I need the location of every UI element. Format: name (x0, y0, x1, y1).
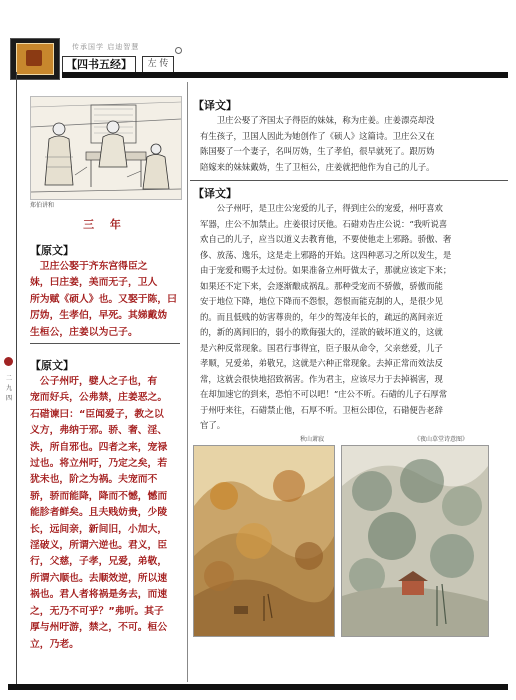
section-divider (30, 343, 180, 344)
book-name: 左 传 (142, 56, 174, 73)
series-title: 【四书五经】 (62, 56, 136, 73)
landscape-painting-night-cottage (341, 445, 489, 637)
translation-block-1: 卫庄公娶了齐国太子得臣的妹妹，称为庄姜。庄姜漂亮却没 有生孩子，卫国人因此为她创作了《硕人》这篇诗。卫庄公又在 陈国娶了一个妻子，名叫厉妫，生了孝伯，很早就死了。跟厉妫 陪嫁来的妹妹戴妫，生了卫桓公，庄姜就把他作为自己的儿子。 (200, 115, 435, 172)
translation-block-2: 公子州吁，是卫庄公宠爱的儿子，得到庄公的宠爱，州吁喜欢 军器，庄公不加禁止。庄姜很讨厌他。石碏劝告庄公说：“我听说喜 欢自己的儿子，应当以道义去教育他，不要使他走上邪路。骄傲、奢 侈、放荡、逸乐，这是走上邪路的开始。这四种恶习之所以发生，是 由于宠爱和赐予太过份。如果准备立州吁做太子，那就应该定下来； 如果还不定下来，会逐渐酿成祸乱。那种受宠而不骄傲，骄傲而能 安于地位下降，地位下降而不怨恨，怨恨而能克制的人，是很少见 的。而且低贱的妨害尊贵的，年少的驾凌年长的，疏远的离间亲近 的，新的离间旧的，弱小的欺侮强大的，淫欲的破坏道义的，这就 是六种反常现象。国君行事得宜，臣子服从命令，父亲慈爱，儿子 孝顺，兄爱弟，弟敬兄，这就是六种正常现象。去掉正常而效法反 常，这就会很快地招致祸害。作为君主，应该尽力于去掉祸害，现 在却加速它的到来，恐怕不可以吧！”庄公不听。石碏的儿子石厚常 于州吁来往，石碏禁止他，石厚不听。卫桓公即位，石碏便告老辞 官了。 (200, 203, 452, 430)
original-text-heading-2: 【原文】 (30, 359, 74, 372)
margin-ornament-icon (4, 357, 13, 366)
illustration-caption: 郑伯讲和 (30, 202, 55, 209)
book-logo (10, 38, 60, 80)
translation-divider (190, 180, 508, 181)
page-number: 二 九 四 (5, 375, 12, 402)
margin-rule (16, 72, 17, 684)
landscape-painting-autumn (193, 445, 335, 637)
translation-heading-2: 【译文】 (193, 187, 237, 200)
chapter-title: 三 年 (83, 218, 127, 231)
header-slogan: 传承国学 启迪智慧 (72, 43, 140, 51)
original-text-block-1: 卫庄公娶于齐东宫得臣之 妹，曰庄姜，美而无子，卫人 所为赋《硕人》也。又娶于陈，曰 厉妫，生孝伯，早死。其娣戴妫 生桓公，庄姜以为己子。 (30, 261, 177, 338)
original-text-block-2: 公子州吁，嬖人之子也，有 宠而好兵，公弗禁，庄姜恶之。 石碏谏曰：“臣闻爱子，教之以 义方，弗纳于邪。骄、奢、淫、 泆，所自邪也。四者之来，宠禄 过也。将立州吁，乃定之矣，若 犹未也，阶之为祸。夫宠而不 骄，骄而能降，降而不憾，憾而 能胗者鲜矣。且夫贱妨贵，少陵 长，远间亲，新间旧，小加大， 淫破义，所谓六逆也。君义，臣 行，父慈，子孝，兄爱，弟敬， 所谓六顺也。去顺效逆，所以速 祸也。君人者将祸是务去，而速 之，无乃不可乎？”弗听。其子 厚与州吁游，禁之，不可。桓公 立，乃老。 (30, 376, 168, 650)
column-divider (187, 82, 188, 682)
original-text-heading: 【原文】 (30, 244, 74, 257)
header-dot (175, 47, 182, 54)
top-rule (62, 72, 508, 78)
painting-caption-right: 《夜山草堂诗意图》 (414, 436, 469, 443)
translation-heading: 【译文】 (193, 99, 237, 112)
bottom-rule (8, 684, 508, 690)
painting-caption-left: 秋山萧寂 (300, 436, 325, 443)
woodcut-illustration (30, 96, 182, 200)
